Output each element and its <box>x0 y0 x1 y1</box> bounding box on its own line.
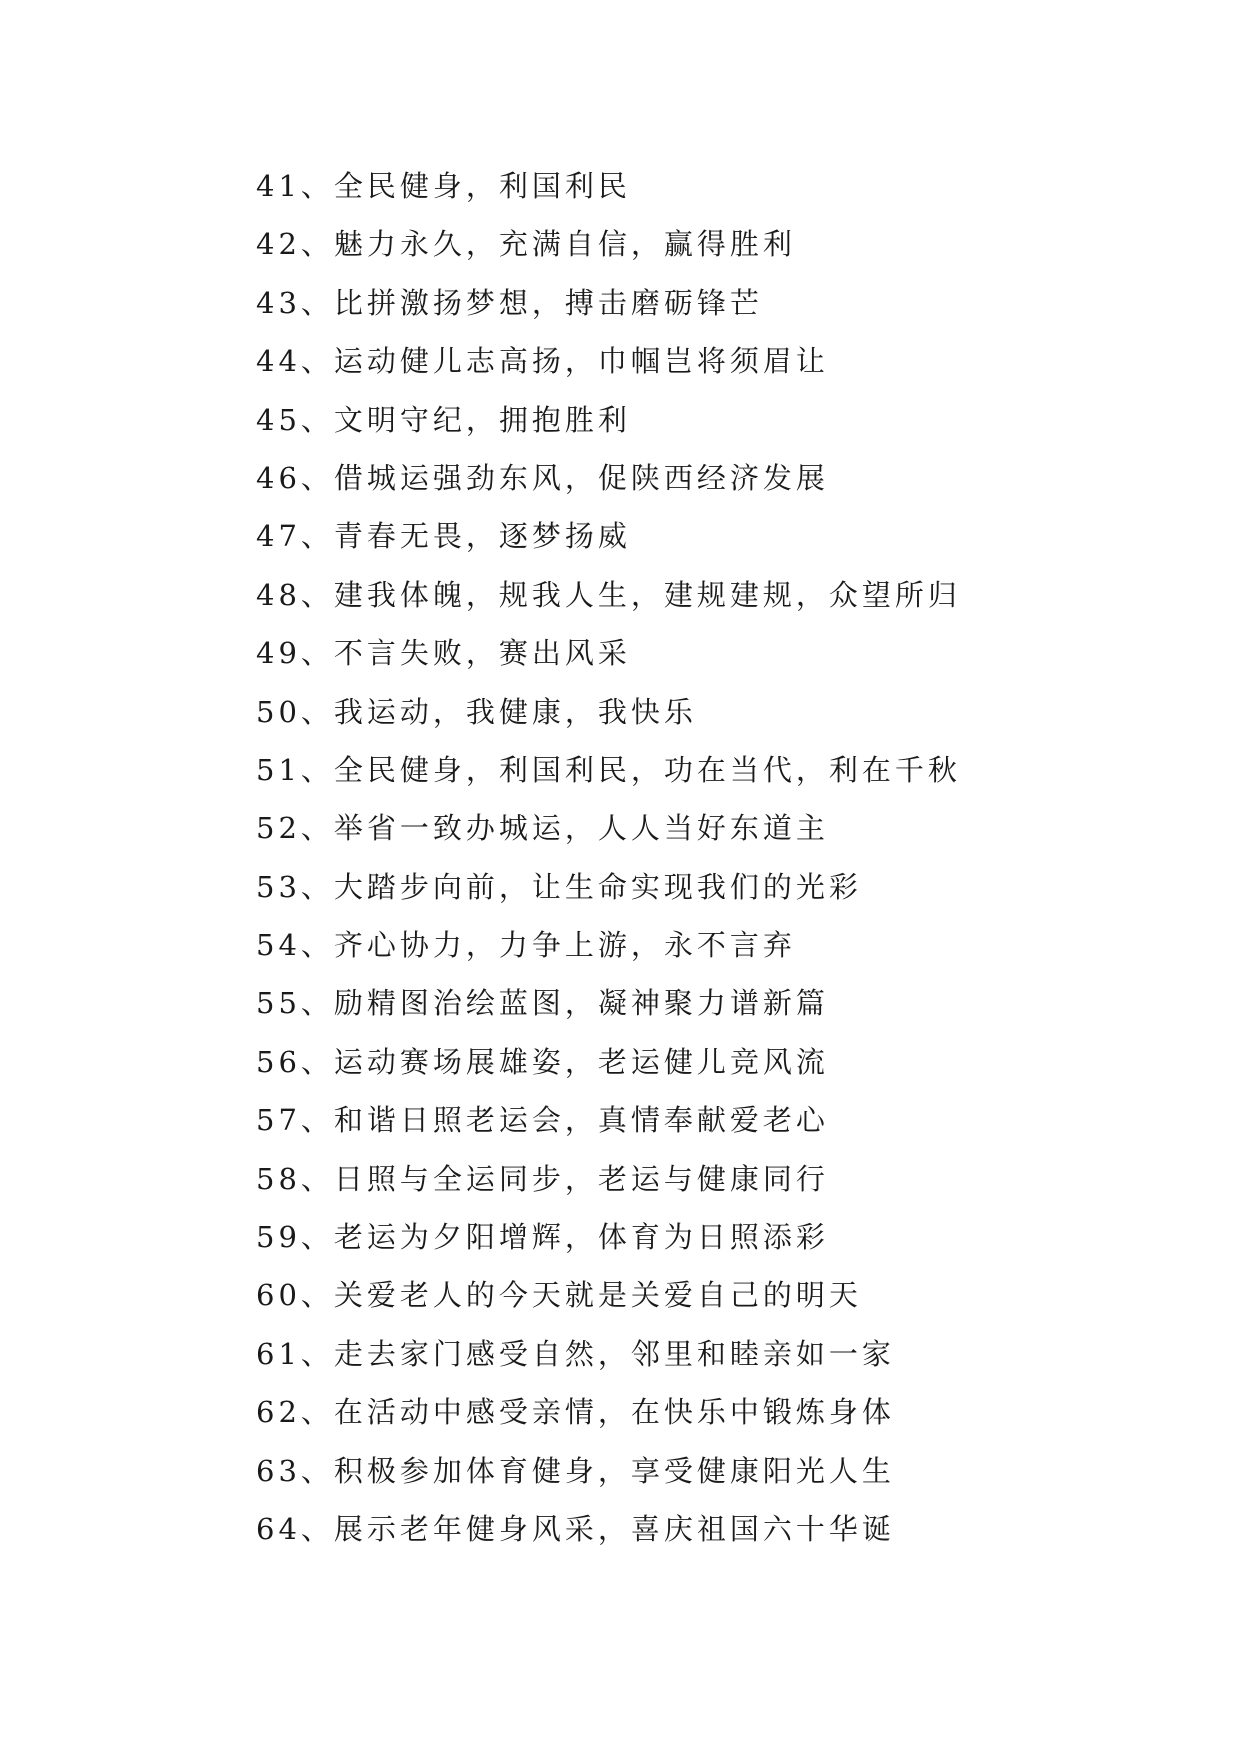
slogan-line: 43、比拼激扬梦想，搏击磨砺锋芒 <box>256 285 763 320</box>
slogan-line: 56、运动赛场展雄姿，老运健儿竞风流 <box>256 1044 829 1079</box>
slogan-line: 52、举省一致办城运，人人当好东道主 <box>256 811 829 846</box>
slogan-line: 62、在活动中感受亲情，在快乐中锻炼身体 <box>256 1395 895 1430</box>
slogan-line: 54、齐心协力，力争上游，永不言弃 <box>256 928 796 963</box>
slogan-line: 49、不言失败，赛出风采 <box>256 636 631 671</box>
slogan-line: 44、运动健儿志高扬，巾帼岂将须眉让 <box>256 344 829 379</box>
slogan-line: 45、文明守纪，拥抱胜利 <box>256 402 631 437</box>
slogan-line: 50、我运动，我健康，我快乐 <box>256 694 697 729</box>
slogan-line: 42、魅力永久，充满自信，赢得胜利 <box>256 227 796 262</box>
slogan-line: 51、全民健身，利国利民，功在当代，利在千秋 <box>256 752 961 787</box>
slogan-line: 64、展示老年健身风采，喜庆祖国六十华诞 <box>256 1511 895 1546</box>
slogan-line: 57、和谐日照老运会，真情奉献爱老心 <box>256 1103 829 1138</box>
slogan-line: 46、借城运强劲东风，促陕西经济发展 <box>256 460 829 495</box>
slogan-list <box>256 157 961 1558</box>
slogan-line: 41、全民健身，利国利民 <box>256 169 631 203</box>
slogan-line: 55、励精图治绘蓝图，凝神聚力谱新篇 <box>256 986 829 1021</box>
slogan-line: 53、大踏步向前，让生命实现我们的光彩 <box>256 869 862 904</box>
slogan-line: 48、建我体魄，规我人生，建规建规，众望所归 <box>256 577 961 612</box>
slogan-line: 47、青春无畏，逐梦扬威 <box>256 519 631 554</box>
slogan-line: 60、关爱老人的今天就是关爱自己的明天 <box>256 1278 862 1313</box>
slogan-line: 63、积极参加体育健身，享受健康阳光人生 <box>256 1453 895 1488</box>
slogan-line: 61、走去家门感受自然，邻里和睦亲如一家 <box>256 1336 895 1371</box>
slogan-line: 59、老运为夕阳增辉，体育为日照添彩 <box>256 1220 829 1255</box>
slogan-line: 58、日照与全运同步，老运与健康同行 <box>256 1161 829 1196</box>
